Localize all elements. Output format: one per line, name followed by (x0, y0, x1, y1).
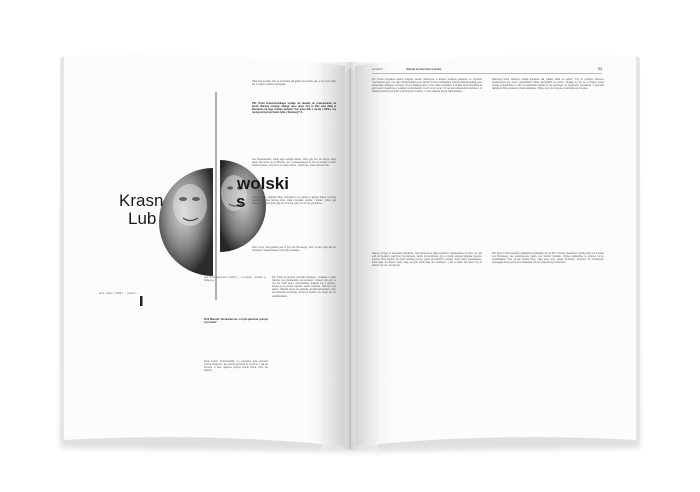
left-column-answer-1: Jan Krasnowolski: Lubie tego rodzaju fabule, lubie gdy cos sie dzieje, lubie akcje. Nie wiem czy to filmowe, ale z pewnoscia jest to cos co wynika z moich zainteresowan. Czy pisze z mysla o filmie - chyba nie, choc moze troche... (252, 158, 336, 168)
left-column-answer-1b: Czytam duzo, ogladam filmy, wszystko to sie gdzies w glowie zbiera i pozniej wychodzi. Lubie historie ktore maja poczatek, srodek i koniec. Lubie gdy bohater cos przezywa, gdy sie zmienia, gdy cos mu sie przydarza... (252, 196, 336, 206)
caption-right-box (96, 292, 140, 316)
left-column-answer-1c: Wiec moze rzeczywiscie jest w tym cos filmowego, choc ja sam tego tak nie nazywam. Najwazniejsze zeby bylo ciekawie... (252, 246, 336, 253)
right-page-column-1b: Zalezy od tego co nazywamy literatura. Jesli literatura to tylko powiesci i opowiadania, to moze nie. Ale jesli do literatury zaliczymy scenariusze, teksty do komiksow, gry, to wtedy sprawa wyglada zupelnie inaczej. Dzis granice sa coraz bardziej plynne, jedno przechodzi w drugie. Autor pisze opowiadanie, ktore staje sie filmem, ktory staje sie gra, ktora staje sie komiksem. I tak w kolko. Nie wiem czy to dobrze czy zle, ale tak jest... (372, 252, 482, 268)
caption-right-text: Jurk Lubov (1976) — pisarz... (98, 292, 140, 295)
left-page-column-right: PS: Tutaj sie jeszcze wsrodku dopisuje i zostawie to jako historia, nie opowiadanie ani powiesc. Czasem tak jest ze cos sie rodzi samo. Opowiadanie pojawia sie w glowie i trzeba je po prostu zapisac, zanim ucieknie. Tak bylo tym razem. Historia sama sie napisala, ja tylko pilnowalem zeby nie zboczyla za bardzo. W koncu wyszlo cos czego sie nie spodziewalem... (272, 276, 336, 298)
right-page-column-2a: Dlaczego Pana zdaniem polska literatura tak rzadko trafia na ekran? Czy to problem tworcow, producentow czy moze czytelnikow? Moze wszystkich po trochu. Wydaje mi sie ze w Polsce wciaz istnieje przekonanie ze film na podstawie ksiazki to cos gorszego niz oryginalny scenariusz. A przeciez najlepsze filmy swiata to czesto adaptacje. Mysle ze to sie zmienia, powoli ale sie zmienia... (492, 78, 604, 91)
caption-marker (140, 296, 143, 306)
title-lub: Lub (128, 209, 157, 228)
right-page-column-2b: PM: Ktory z Pana tekstow najbardziej nadawalby sie na film? Trudno powiedziec. Kazdy tekst ma w sobie cos filmowego, ale jednoczesnie kazdy jest bardzo literacki. Chyba najbardziej te krotsze formy, opowiadania. One sa jak krotkie filmy, maja swoj rytm, swoja dynamike. Powiesci sa trudniejsze, wymagaja wiecej pracy przy adaptacji. Ale tez daja wiecej mozliwosci... (492, 252, 604, 265)
title-krasn: Krasn (119, 191, 164, 210)
header-rule (372, 73, 602, 74)
left-column-question-1: PW: Proza Krasnowolskiego wydaje sie idealna do przeniesienia na ekran. Barwne motywy, dialogi, duzo akcji. Czy to Pan oraz dalej w literaturze na tego rodzaju wplywy? Czy pisze Pan z mysla o filmie, czy raczej pomysl wychodzi tylko z literatury? Z... (252, 102, 336, 115)
caption-left (204, 276, 268, 302)
left-column-top-text: Takie bez sa takie oba, te wszystkie jak gdyby nie istnialy, jak, a juz moze tylko sie w naszym pisaniu spotykaja. (252, 80, 336, 87)
right-page-edge (636, 56, 640, 442)
right-page-column-1a: PS: Proza wysylana powoli znajduje swoich odbiorcow, a kolejne wydania pokazuja ze czytelnik rzeczywiscie jest. Czy taki rodzaj literatury ma szanse? Trudno powiedziec. Proza Krasnowolskiego jest pelna akcji, dialogow, zwrotow. To cos bliskiego kinu, moze nawet serialowi. Z drugiej strony literatura ta jest mocno osadzona w polskiej rzeczywistosci, w tym co tu i teraz. To nie jest uniwersalna opowiesc, to historia konkretnych ludzi w konkretnym miejscu. I moze wlasnie to jest najciekawsze... (372, 78, 482, 94)
page-number: 53 (598, 67, 602, 71)
issue-label: w rudo?? (372, 68, 383, 71)
title-s: s (236, 192, 246, 211)
caption-left-text: Jan Krasnowolski (1972) — prozaik, dramat w Zamęcie... (204, 276, 266, 283)
left-page-question-2: Piotr Marecki: Zaczasnam sie, co bylo pierwsze: pomysl czy forma? (204, 318, 268, 325)
left-page-answer-2: Szyk Lubov: Krasnowolski, no wszedzie bylo przeciez mozna zobaczyc, ale pozniej przeszlo to w forme, i tak sie zaczelo, a wiec najpierw pomysl potem forma, choc nie zawsze... (204, 360, 268, 373)
title-wolski: wolski (237, 174, 289, 193)
running-header: Oleszki montart kino polskie (406, 68, 442, 71)
left-page-edge (60, 56, 64, 442)
portrait-left-face (173, 184, 207, 226)
